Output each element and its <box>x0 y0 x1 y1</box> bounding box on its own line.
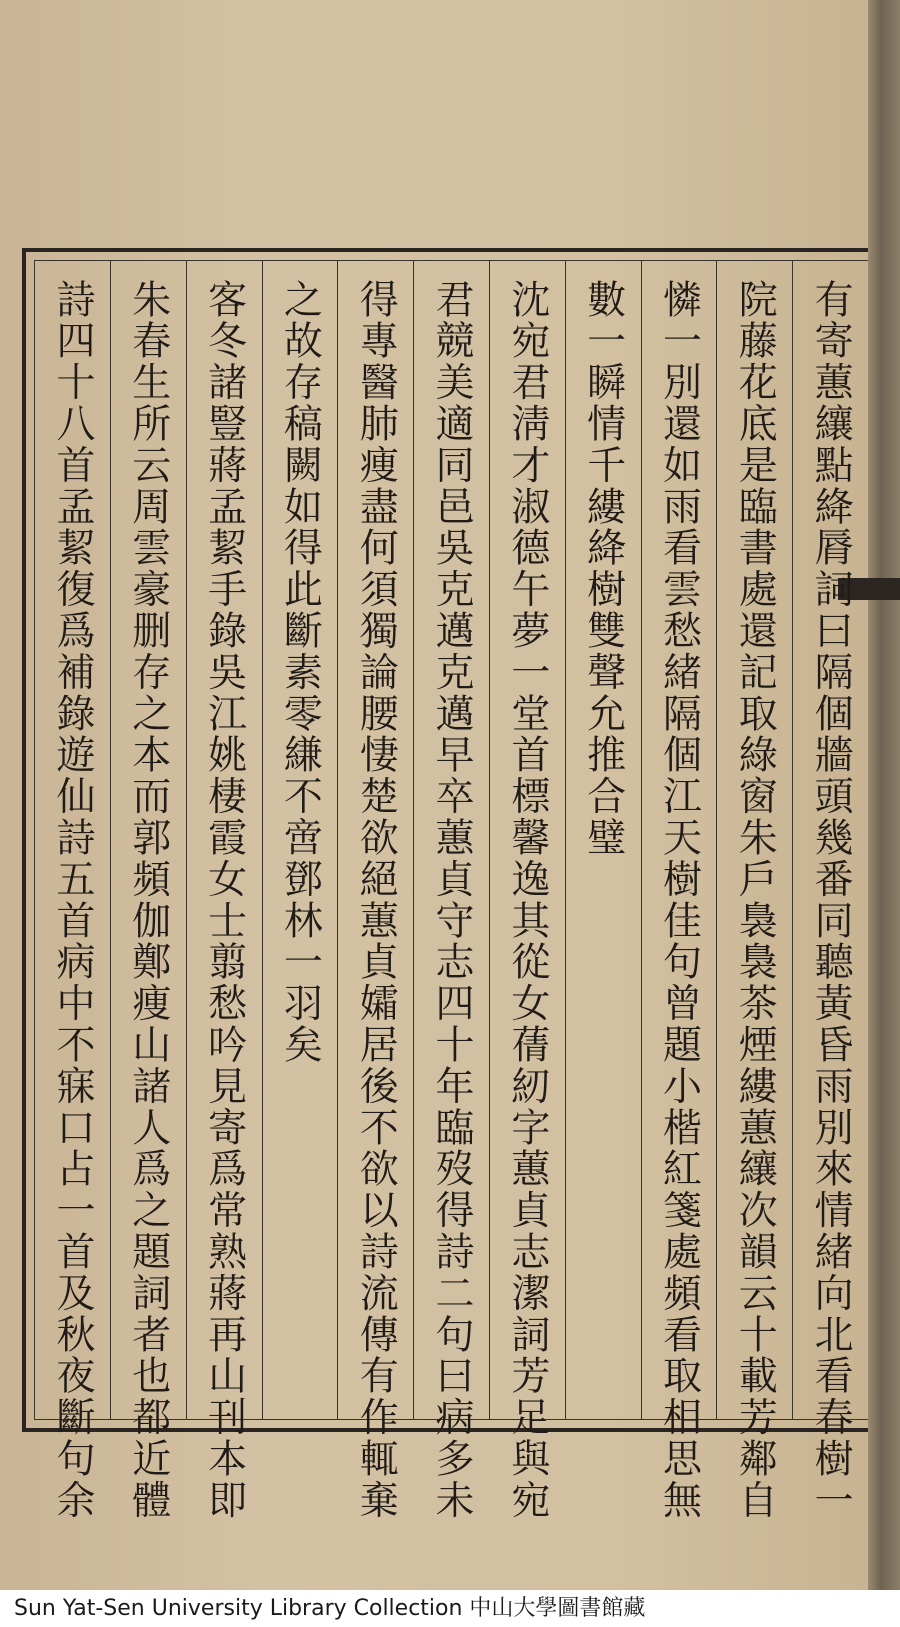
column-text: 客冬諸豎蔣孟絜手錄吳江姚棲霞女士翦愁吟見寄爲常熟蔣再山刊本即 <box>201 279 247 1521</box>
column-text: 沈宛君淸才淑德午夢一堂首標馨逸其從女蒨紉字蕙貞志潔詞芳足與宛 <box>504 279 550 1521</box>
text-column-10 <box>110 261 186 1521</box>
text-column-6 <box>413 261 489 1521</box>
column-text: 君競美適同邑吳克邁克邁早卒蕙貞守志四十年臨歿得詩二句曰病多未 <box>429 279 475 1521</box>
text-column-5 <box>489 261 565 1521</box>
text-column-4 <box>565 261 641 1419</box>
column-text: 憐一別還如雨看雲愁緒隔個江天樹佳句曾題小楷紅箋處頻看取相思無 <box>656 279 702 1521</box>
column-text: 有寄蕙纕點絳脣詞曰隔個牆頭幾番同聽黃昏雨別來情緒向北看春樹一 <box>808 279 854 1521</box>
column-text: 詩四十八首孟絜復爲補錄遊仙詩五首病中不寐口占一首及秋夜斷句余 <box>49 279 95 1521</box>
text-column-1 <box>792 261 868 1521</box>
text-column-9 <box>186 261 262 1521</box>
column-text: 之故存稿闕如得此斷素零縑不啻鄧林一羽矣 <box>277 279 323 1066</box>
column-grid <box>34 260 868 1521</box>
column-text: 朱春生所云周雲豪删存之本而郭頻伽鄭痩山諸人爲之題詞者也都近體 <box>125 279 171 1521</box>
text-column-3 <box>641 261 717 1521</box>
text-column-2 <box>716 261 792 1521</box>
text-column-8 <box>262 261 338 1419</box>
text-column-11 <box>35 261 110 1521</box>
column-text: 院藤花底是臨書處還記取綠窗朱戶裊裊茶煙縷蕙纕次韻云十載芳鄰自 <box>732 279 778 1521</box>
column-text: 數一瞬情千縷絳樹雙聲允推合璧 <box>580 279 626 859</box>
column-text: 得專醫肺痩盡何須獨論腰悽楚欲絕蕙貞孀居後不欲以詩流傳有作輒棄 <box>353 279 399 1521</box>
library-credit: Sun Yat-Sen University Library Collection 中山大學圖書館藏 <box>0 1590 900 1627</box>
text-column-7 <box>337 261 413 1521</box>
text-frame <box>22 248 868 1521</box>
page-edge <box>868 0 900 1590</box>
